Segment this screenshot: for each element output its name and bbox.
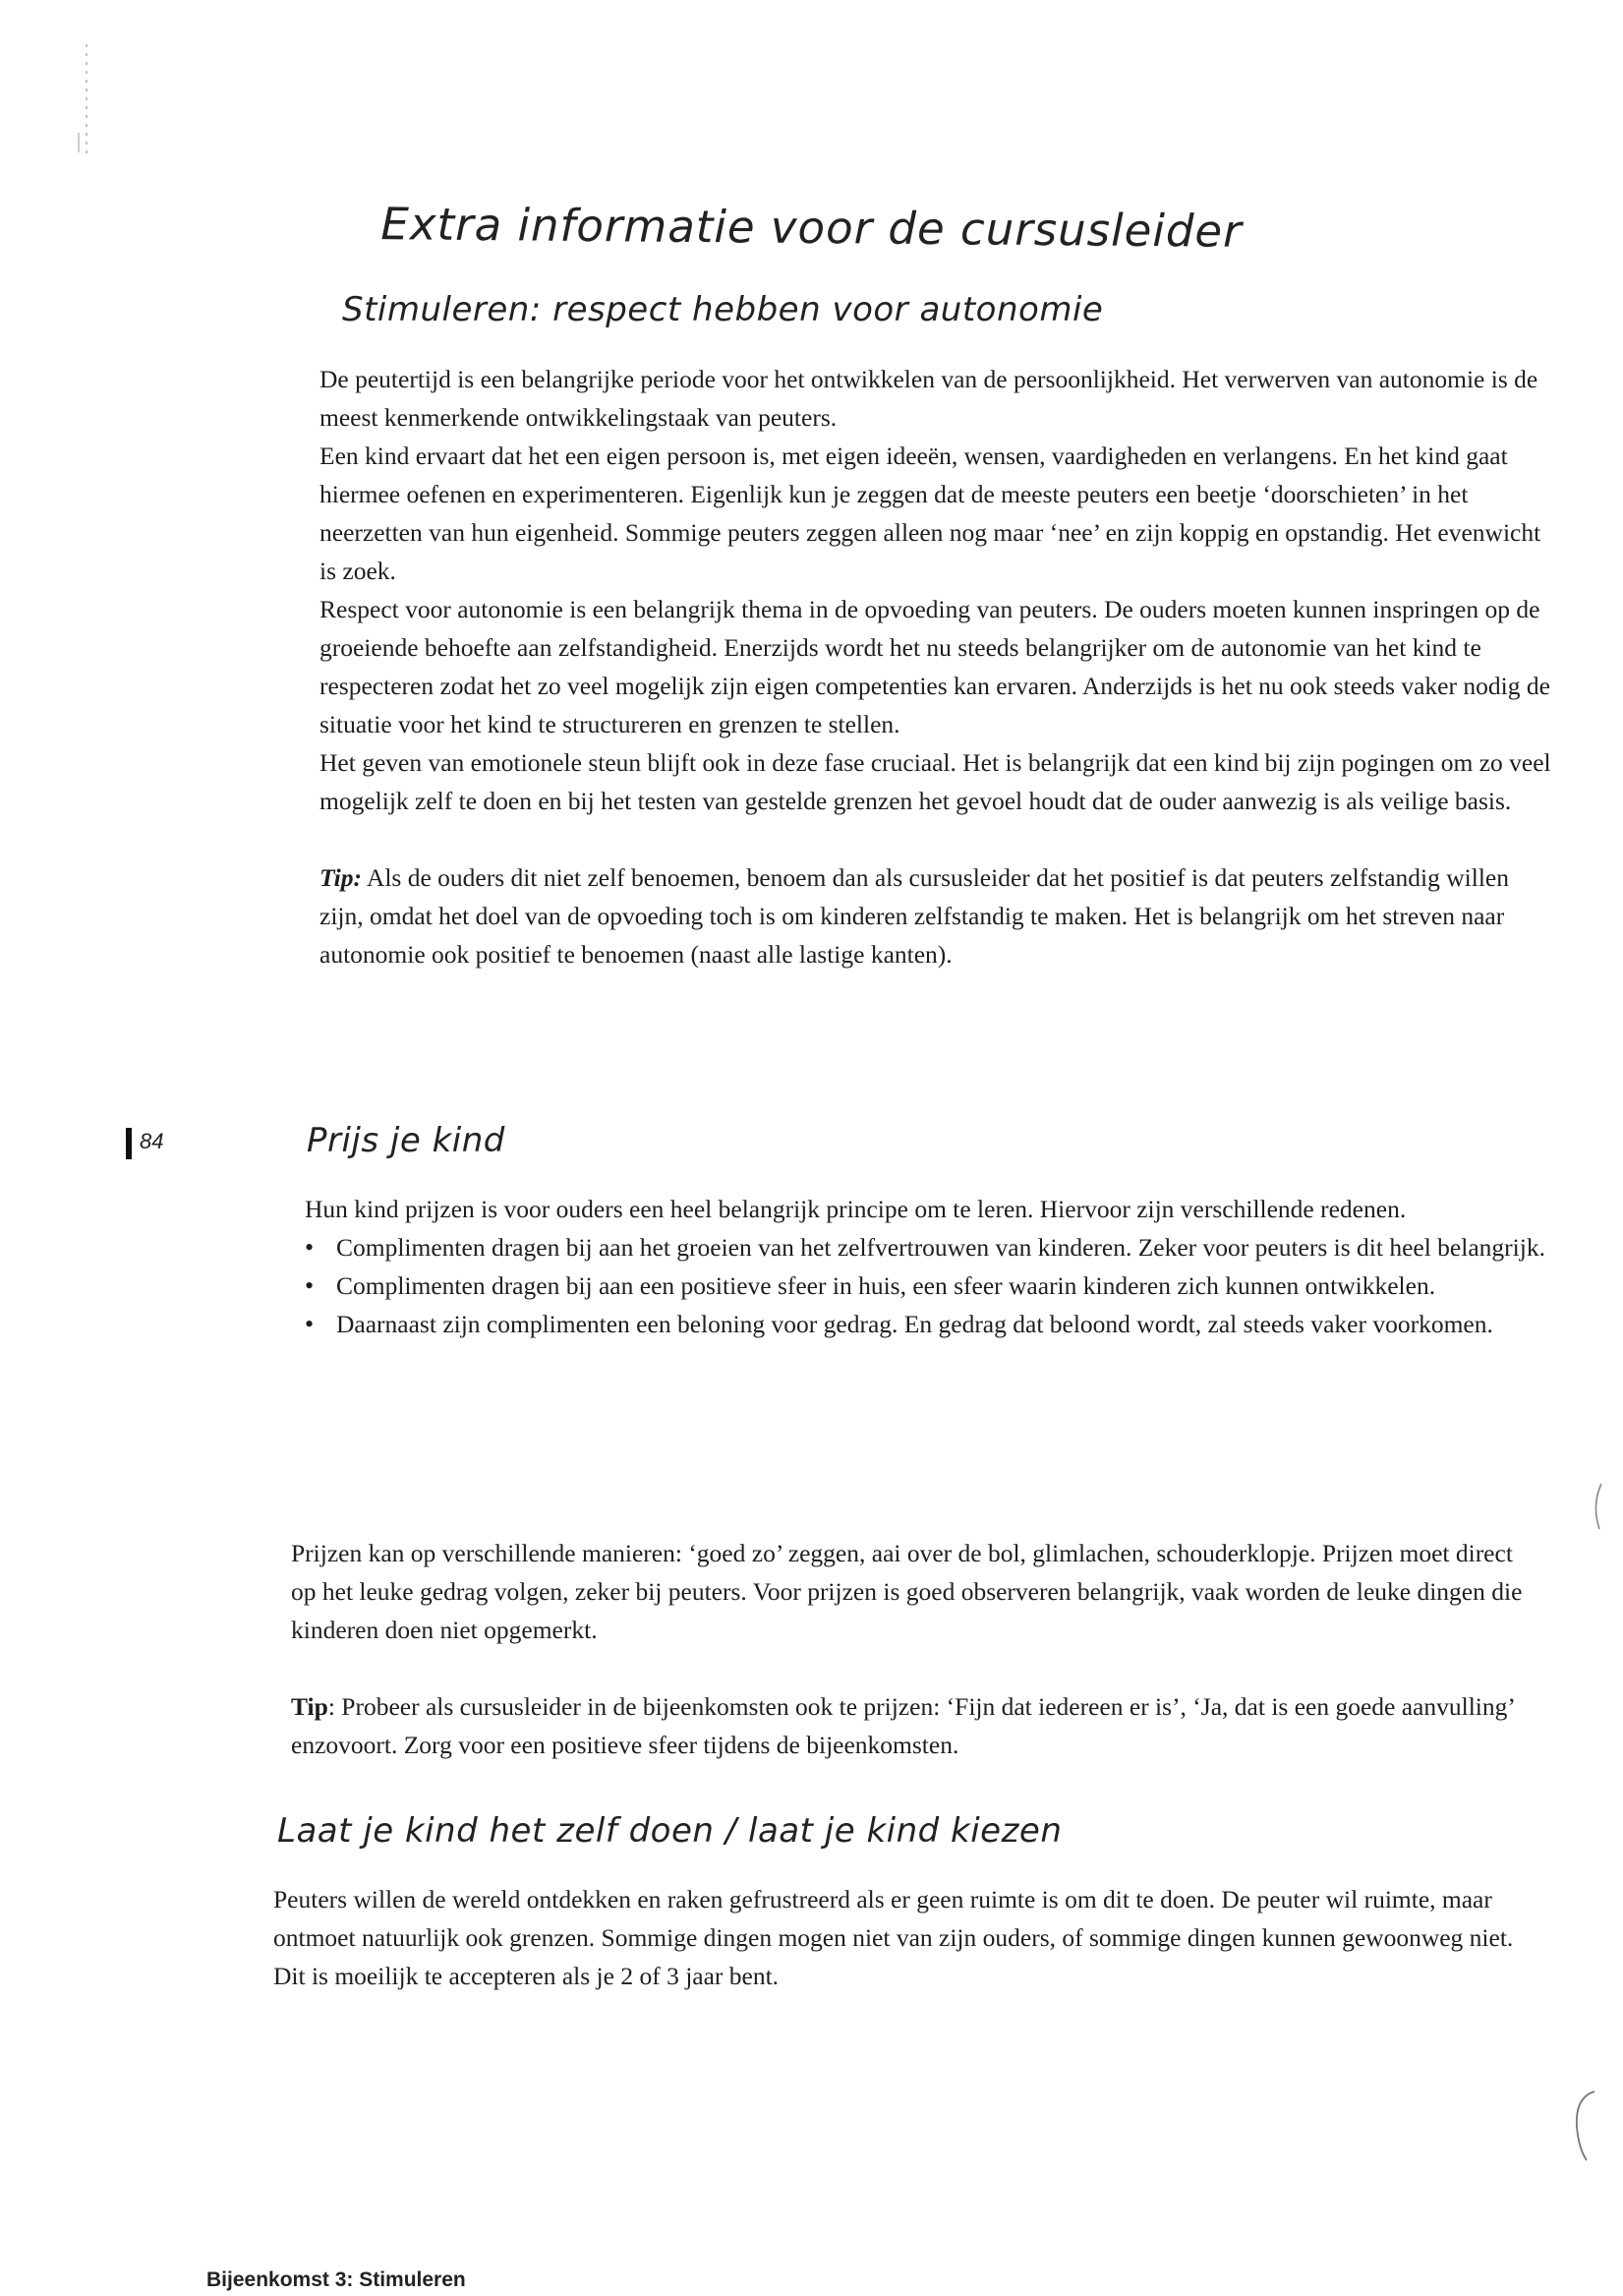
tip-text: : Probeer als cursusleider in de bijeenkomsten ook te prijzen: ‘Fijn dat iedereen er is’, ‘Ja, dat is een goede aanvulling’ enzovoort. Zorg voor een positieve sfeer tijdens de bijeenkomsten.: [291, 1692, 1514, 1759]
list-item: • Complimenten dragen bij aan een positieve sfeer in huis, een sfeer waarin kinderen zich kunnen ontwikkelen.: [305, 1266, 1545, 1305]
scan-bracket-mark: [1588, 1480, 1607, 1534]
scan-margin-marks: [69, 39, 98, 167]
tip-paragraph: [291, 1687, 1539, 1764]
paragraph: Een kind ervaart dat het een eigen persoon is, met eigen ideeën, wensen, vaardigheden en verlangens. En het kind gaat hiermee oefenen en experimenteren. Eigenlijk kun je zeggen dat de meeste peuters een beetje ‘doorschieten’ in het neerzetten van hun eigenheid. Sommige peuters zeggen alleen nog maar ‘nee’ en zijn koppig en opstandig. Het evenwicht is zoek.: [319, 442, 1541, 585]
tip-label: Tip:: [319, 863, 362, 892]
scan-bracket-mark-lower: [1571, 2088, 1598, 2166]
margin-bar: [126, 1128, 132, 1159]
paragraph: Het geven van emotionele steun blijft ook in deze fase cruciaal. Het is belangrijk dat een kind bij zijn pogingen om zo veel mogelijk zelf te doen en bij het testen van gestelde grenzen het gevoel houdt dat de ouder aanwezig is als veilige basis.: [319, 748, 1551, 815]
section-title-prijs: Prijs je kind: [307, 1121, 505, 1160]
paragraph: Respect voor autonomie is een belangrijk thema in de opvoeding van peuters. De ouders moeten kunnen inspringen op de groeiende behoefte aan zelfstandigheid. Enerzijds wordt het nu steeds belangrijker om de autonomie van het kind te respecteren zodat het zo veel mogelijk zijn eigen competenties kan ervaren. Anderzijds is het nu ook steeds vaker nodig de situatie voor het kind te structureren en grenzen te stellen.: [319, 595, 1550, 738]
list-item: • Complimenten dragen bij aan het groeien van het zelfvertrouwen van kinderen. Zeker voor peuters is dit heel belangrijk.: [305, 1228, 1545, 1266]
section-body-zelf-doen: [273, 1880, 1534, 1995]
list-item: • Daarnaast zijn complimenten een beloning voor gedrag. En gedrag dat beloond wordt, zal steeds vaker voorkomen.: [305, 1305, 1545, 1343]
section-body-autonomie: [319, 360, 1556, 973]
tip-paragraph: [319, 858, 1556, 973]
section-title-zelf-doen: Laat je kind het zelf doen / laat je kind kiezen: [277, 1811, 1063, 1851]
bullet-list: [305, 1228, 1545, 1343]
paragraph: De peutertijd is een belangrijke periode voor het ontwikkelen van de persoonlijkheid. Het verwerven van autonomie is de meest kenmerkende ontwikkelingstaak van peuters.: [319, 365, 1538, 432]
page-number: 84: [140, 1129, 164, 1153]
tip-text: Als de ouders dit niet zelf benoemen, benoem dan als cursusleider dat het positief is dat peuters zelfstandig willen zijn, omdat het doel van de opvoeding toch is om kinderen zelfstandig te maken. Het is belangrijk om het streven naar autonomie ook positief te benoemen (naast alle lastige kanten).: [319, 863, 1509, 969]
paragraph: Peuters willen de wereld ontdekken en raken gefrustreerd als er geen ruimte is om dit te doen. De peuter wil ruimte, maar ontmoet natuurlijk ook grenzen. Sommige dingen mogen niet van zijn ouders, of sommige dingen kunnen gewoonweg niet. Dit is moeilijk te accepteren als je 2 of 3 jaar bent.: [273, 1885, 1514, 1990]
section-body-prijs-manieren: [291, 1534, 1539, 1764]
tip-label: Tip: [291, 1692, 328, 1721]
page-footer: Bijeenkomst 3: Stimuleren: [206, 2268, 466, 2291]
page-title: Extra informatie voor de cursusleider: [380, 198, 1243, 258]
section-title-autonomie: Stimuleren: respect hebben voor autonomie: [342, 290, 1104, 329]
paragraph: Prijzen kan op verschillende manieren: ‘goed zo’ zeggen, aai over de bol, glimlachen, schouderklopje. Prijzen moet direct op het leuke gedrag volgen, zeker bij peuters. Voor prijzen is goed observeren belangrijk, vaak worden de leuke dingen die kinderen doen niet opgemerkt.: [291, 1539, 1523, 1644]
paragraph: Hun kind prijzen is voor ouders een heel belangrijk principe om te leren. Hiervoor zijn verschillende redenen.: [305, 1195, 1407, 1223]
section-body-prijs: [305, 1190, 1545, 1343]
